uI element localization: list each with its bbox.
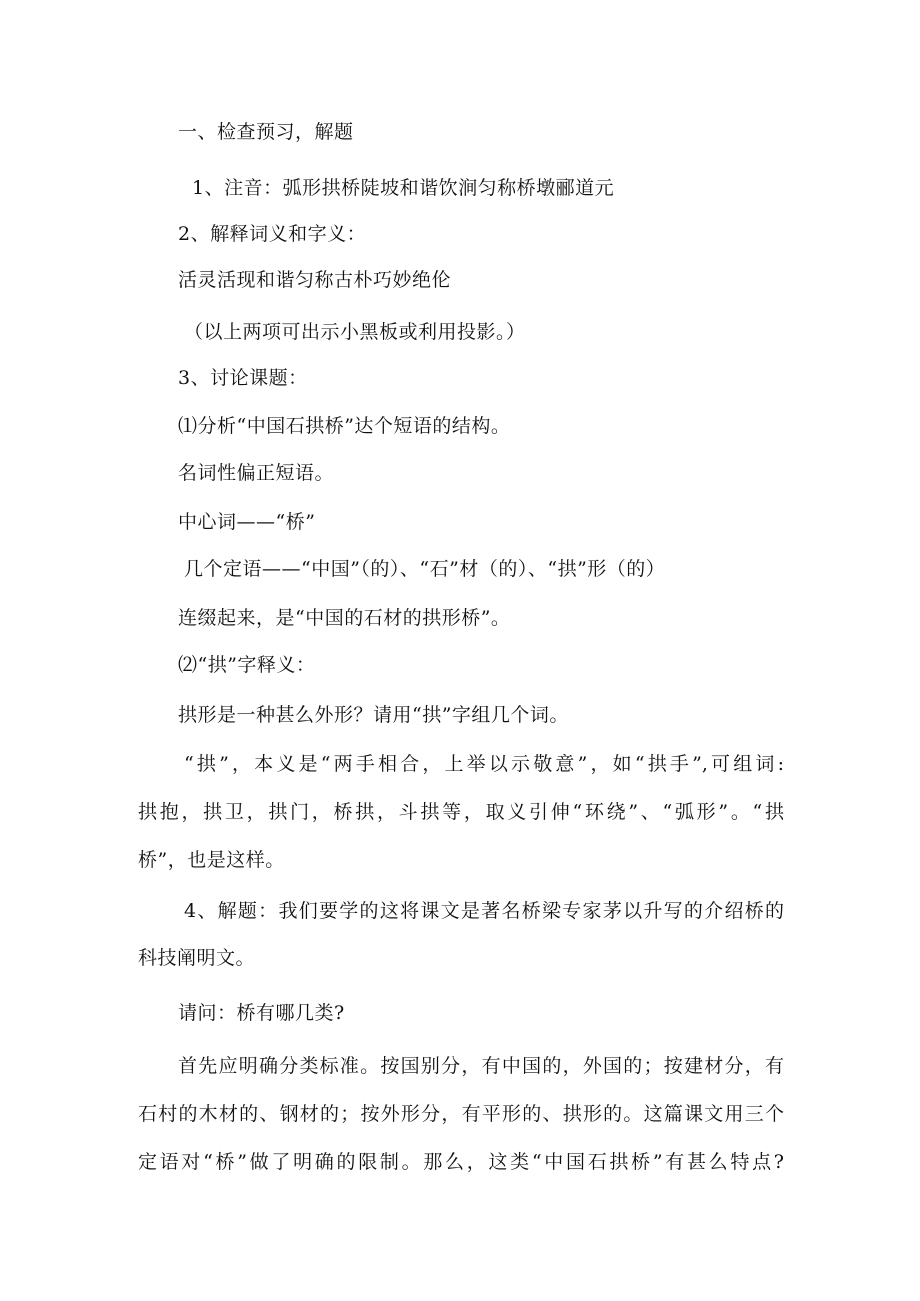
gong-explanation-line-1: “拱”，本义是“两手相合，上举以示敬意”，如“拱手”,可组词: — [184, 753, 784, 775]
phrase-type: 名词性偏正短语。 — [178, 462, 335, 484]
combined-meaning: 连缀起来，是“中国的石材的拱形桥”。 — [178, 607, 511, 629]
pronunciation-line: 1、注音：弧形拱桥陡坡和谐饮涧匀称桥墩郦道元 — [192, 177, 615, 199]
modifier-line: 几个定语——“中国”（的）、“石”材（的）、“拱”形（的） — [184, 558, 666, 580]
note-line: （以上两项可出示小黑板或利用投影。） — [184, 321, 526, 343]
structure-question: ⑴分析“中国石拱桥”达个短语的结构。 — [178, 415, 511, 437]
discussion-heading: 3、讨论课题： — [178, 367, 308, 389]
classification-line-2: 石村的木材的、钢材的；按外形分，有平形的、拱形的。这篇课文用三个 — [138, 1103, 784, 1125]
center-word: 中心词——“桥” — [178, 511, 316, 533]
gong-explanation-line-3: 桥”，也是这样。 — [138, 849, 285, 871]
bridge-question: 请问：桥有哪几类? — [178, 1002, 345, 1024]
gong-definition-heading: ⑵“拱”字释义： — [178, 654, 316, 676]
classification-line-3: 定语对“桥”做了明确的限制。那么，这类“中国石拱桥”有甚么特点? — [138, 1151, 784, 1173]
title-explanation-line-1: 4、解题：我们要学的这将课文是著名桥梁专家茅以升写的介绍桥的 — [184, 900, 784, 922]
vocabulary-line: 活灵活现和谐匀称古朴巧妙绝伦 — [178, 269, 452, 291]
classification-line-1: 首先应明确分类标准。按国别分，有中国的，外国的；按建材分，有 — [178, 1055, 784, 1077]
section-heading: 一、检查预习，解题 — [178, 121, 354, 143]
gong-question: 拱形是一种甚么外形？请用“拱”字组几个词。 — [178, 704, 569, 726]
definition-heading: 2、解释词义和字义： — [178, 223, 367, 245]
title-explanation-line-2: 科技阐明文。 — [138, 947, 256, 969]
gong-explanation-line-2: 拱抱，拱卫，拱门，桥拱，斗拱等，取义引伸“环绕”、“弧形”。“拱 — [138, 801, 784, 823]
